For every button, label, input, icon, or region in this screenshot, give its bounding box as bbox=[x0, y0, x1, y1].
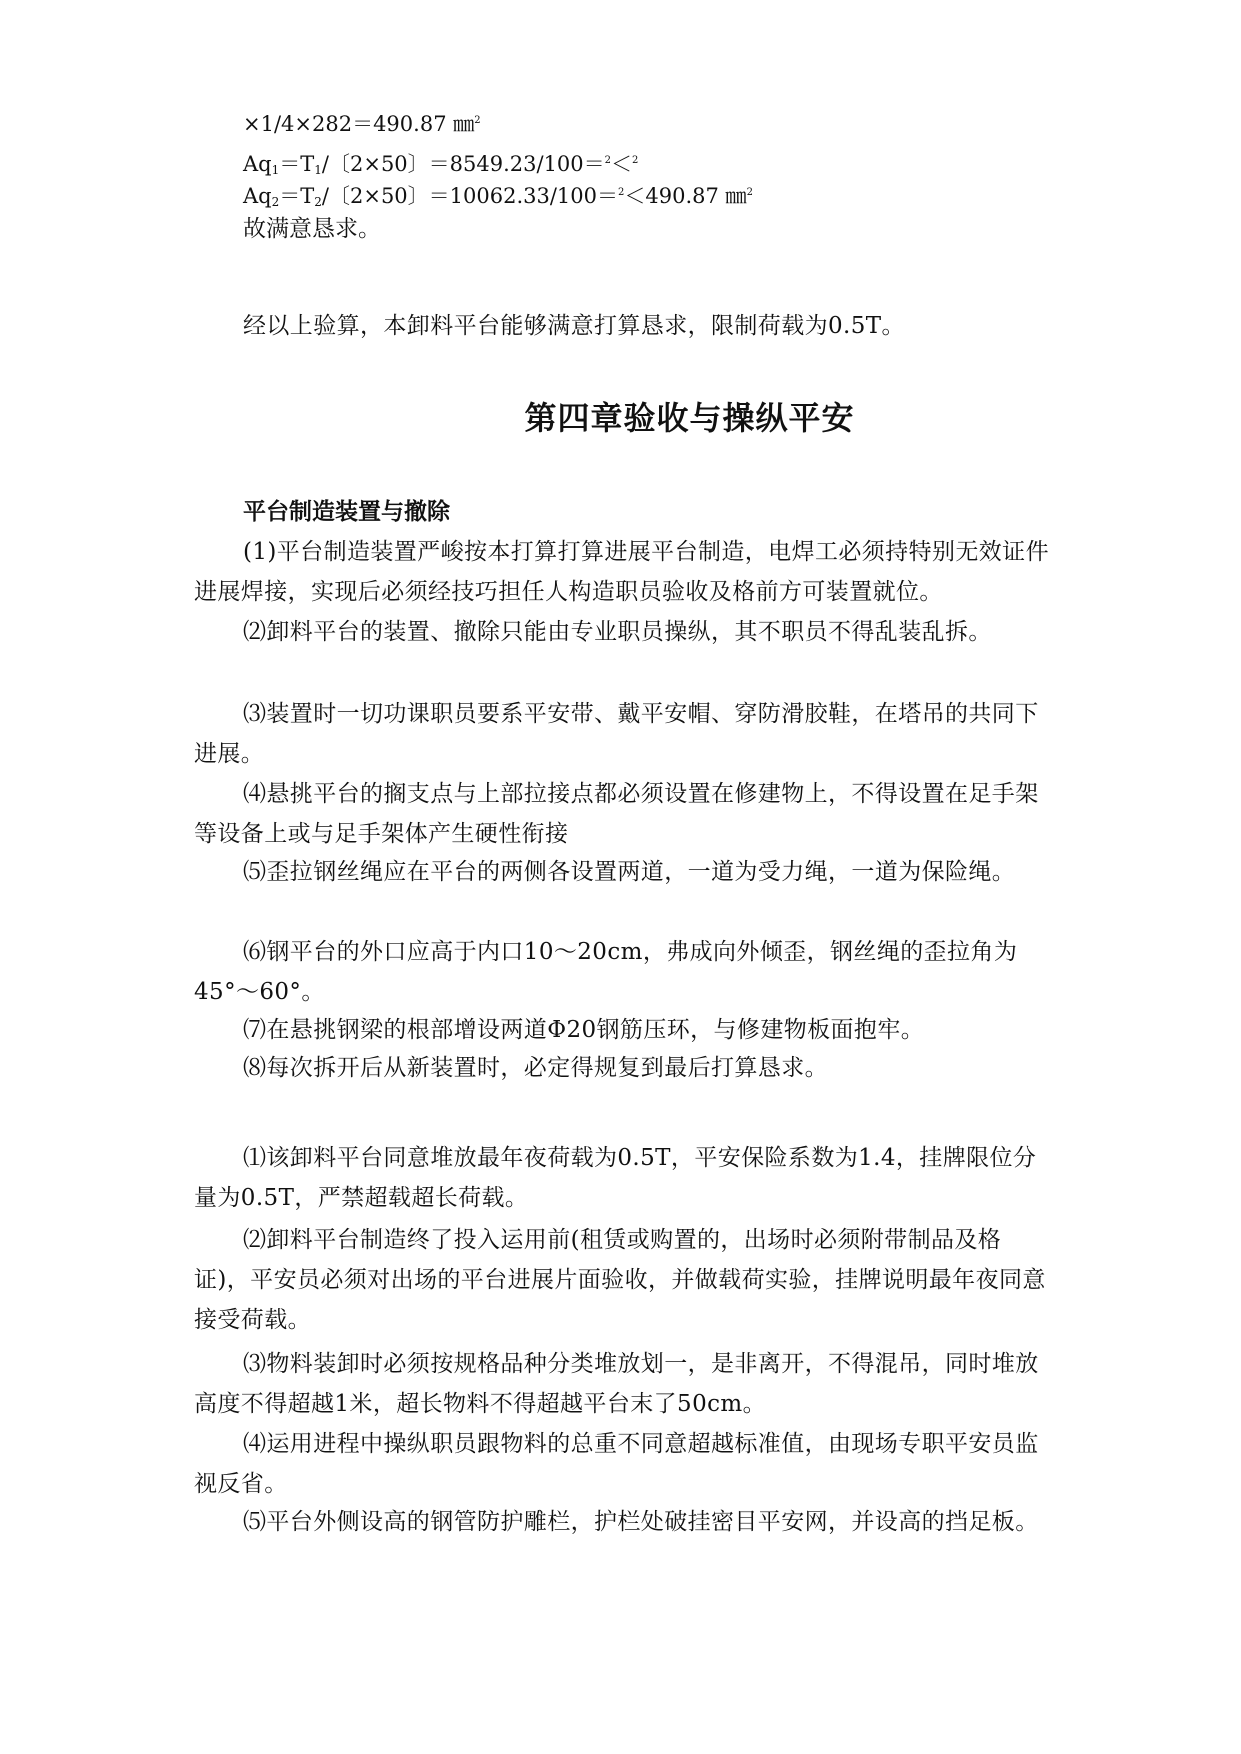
calc-line-aq2 bbox=[243, 178, 753, 217]
install-item-1: (1)平台制造装置严峻按本打算打算进展平台制造，电焊工必须持特别无效证件进展焊接，实现后必须经技巧担任人构造职员验收及格前方可装置就位。 bbox=[194, 539, 1049, 605]
install-item-5: ⑸歪拉钢丝绳应在平台的两侧各设置两道，一道为受力绳，一道为保险绳。 bbox=[243, 859, 1016, 885]
chapter-title: 第四章验收与操纵平安 bbox=[524, 399, 855, 437]
use-item-4: ⑷运用进程中操纵职员跟物料的总重不同意超越标准值，由现场专职平安员监视反省。 bbox=[194, 1431, 1039, 1497]
verification-conclusion: 经以上验算，本卸料平台能够满意打算恳求，限制荷载为0.5T。 bbox=[243, 313, 905, 339]
aq2-symbol: Aq bbox=[243, 184, 272, 208]
calc-conclusion-line: 故满意恳求。 bbox=[243, 216, 381, 242]
aq1-symbol: Aq bbox=[243, 152, 272, 176]
install-item-8: ⑻每次拆开后从新装置时，必定得规复到最后打算恳求。 bbox=[243, 1055, 828, 1081]
aq2-sup: 2 bbox=[618, 187, 625, 198]
use-item-5: ⑸平台外侧设高的钢管防护雕栏，护栏处破挂密目平安网，并设高的挡足板。 bbox=[243, 1509, 1039, 1535]
t1-symbol: ＝T bbox=[279, 152, 315, 176]
install-item-6: ⑹钢平台的外口应高于内口10～20cm，弗成向外倾歪，钢丝绳的歪拉角为45°～60°。 bbox=[194, 939, 1018, 1005]
aq1-sub: 1 bbox=[271, 163, 280, 177]
section-title: 平台制造装置与撤除 bbox=[243, 499, 450, 525]
install-item-3: ⑶装置时一切功课职员要系平安带、戴平安帽、穿防滑胶鞋，在塔吊的共同下进展。 bbox=[194, 701, 1039, 767]
calc-line-area bbox=[243, 106, 481, 139]
aq1-lt: ＜ bbox=[611, 152, 633, 176]
t2-symbol: ＝T bbox=[279, 184, 315, 208]
t2-sub: 2 bbox=[314, 195, 322, 209]
use-item-1: ⑴该卸料平台同意堆放最年夜荷载为0.5T，平安保险系数为1.4，挂牌限位分量为0.5T，严禁超载超长荷载。 bbox=[194, 1145, 1037, 1211]
use-item-3: ⑶物料装卸时必须按规格品种分类堆放划一，是非离开，不得混吊，同时堆放高度不得超越1米，超长物料不得超越平台末了50cm。 bbox=[194, 1351, 1039, 1417]
install-item-2: ⑵卸料平台的装置、撤除只能由专业职员操纵，其不职员不得乱装乱拆。 bbox=[243, 619, 992, 645]
aq1-sup2: 2 bbox=[632, 155, 639, 166]
install-item-4: ⑷悬挑平台的搁支点与上部拉接点都必须设置在修建物上，不得设置在足手架等设备上或与足手架体产生硬性衔接 bbox=[194, 781, 1039, 847]
aq1-formula: /〔2×50〕＝8549.23/100＝ bbox=[321, 152, 605, 176]
calc-area-sup: 2 bbox=[474, 115, 481, 126]
aq1-sup: 2 bbox=[604, 155, 612, 166]
t1-sub: 1 bbox=[314, 163, 322, 177]
install-item-7: ⑺在悬挑钢梁的根部增设两道Φ20钢筋压环，与修建物板面抱牢。 bbox=[243, 1017, 925, 1043]
use-item-2: ⑵卸料平台制造终了投入运用前(租赁或购置的，出场时必须附带制品及格证)，平安员必须对出场的平台进展片面验收，并做载荷实验，挂牌说明最年夜同意接受荷载。 bbox=[194, 1227, 1046, 1333]
aq2-formula: /〔2×50〕＝10062.33/100＝ bbox=[321, 184, 619, 208]
aq2-lt: ＜490.87 ㎜ bbox=[624, 184, 747, 208]
calc-area-text: ×1/4×282＝490.87 ㎜ bbox=[243, 112, 475, 136]
aq2-sup2: 2 bbox=[746, 187, 753, 198]
aq2-sub: 2 bbox=[271, 195, 280, 209]
